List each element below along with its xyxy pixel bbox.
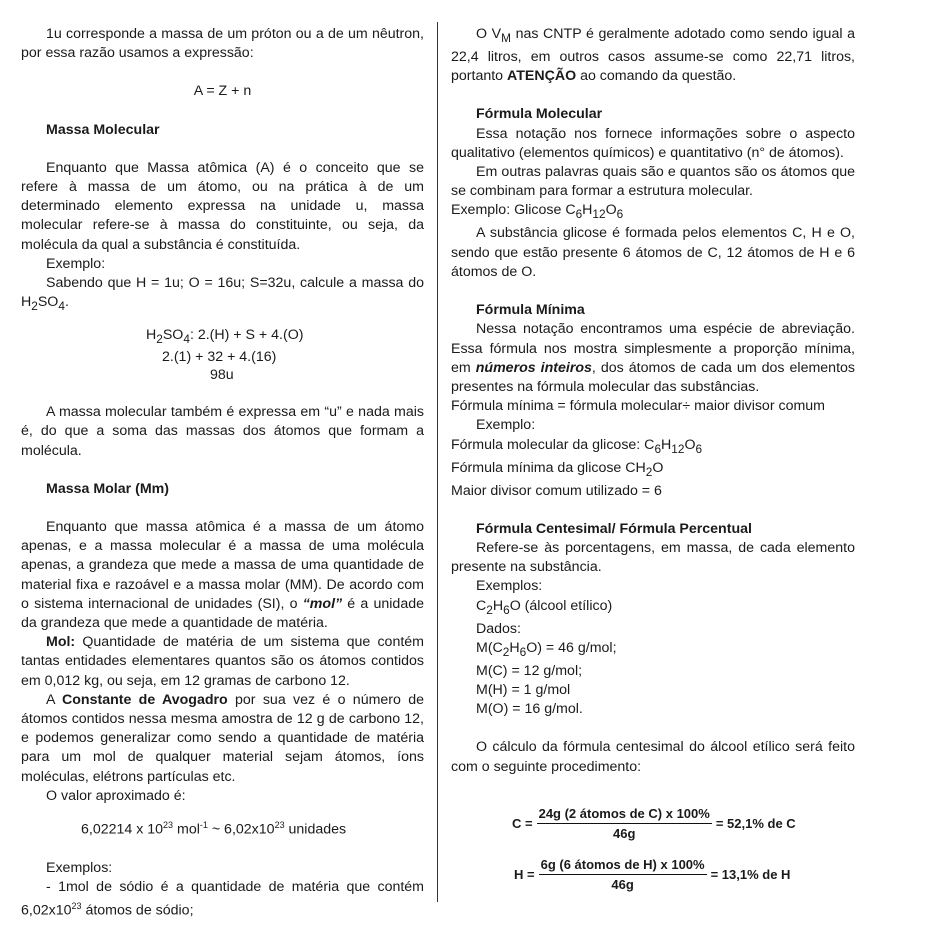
right-column: [451, 25, 855, 777]
paragraph-massa-molecular: Enquanto que Massa atômica (A) é o conceito que se refere à massa de um átomo, ou na prática à de um determinado elemento expressa na unidade u, massa molecular refere-se à massa do constituinte, ou seja, da molécula da qual a substância é constituída.: [21, 159, 424, 253]
maior-divisor-comum: Maior divisor comum utilizado = 6: [451, 482, 662, 499]
paragraph-formula-molecular-2: Em outras palavras quais são e quantos são os átomos que se combinam para formar a estrutura molecular.: [451, 164, 855, 200]
column-divider: [437, 22, 438, 902]
label-exemplos: Exemplos:: [46, 859, 113, 876]
label-dados: Dados:: [476, 620, 521, 637]
mass-number-expression: A = Z + n: [193, 83, 252, 100]
molar-mass-o: M(O) = 16 g/mol.: [476, 701, 583, 718]
etanol-formula: $C_2H_6O$ (álcool etílico): [476, 597, 613, 617]
paragraph-formula-minima: Nessa notação encontramos uma espécie de abreviação. Essa fórmula nos mostra simplesmente a proporção mínima, em números inteiros, dos átomos de cada um dos elementos presentes na fórmula molecular das substâncias.: [451, 321, 855, 395]
heading-massa-molecular: Massa Molecular: [46, 121, 160, 138]
formula-c-denominator: 46g: [613, 826, 636, 841]
formula-c-fraction: [537, 806, 712, 841]
paragraph-calculo-centesimal: O cálculo da fórmula centesimal do álcool etílico será feito com o seguinte procedimento:: [451, 739, 855, 775]
heading-formula-minima: Fórmula Mínima: [476, 302, 585, 319]
formula-c-result: = 52,1% de C: [715, 816, 796, 831]
label-exemplos-right: Exemplos:: [476, 578, 543, 595]
molar-mass-h: M(H) = 1 g/mol: [476, 682, 571, 699]
formula-h-numerator: 6g (6 átomos de H) x 100%: [539, 857, 707, 875]
paragraph-massa-molecular-u: A massa molecular também é expressa em “u” e nada mais é, do que a soma das massas dos átomos que formam a molécula.: [21, 404, 424, 459]
formula-h-lhs: H =: [514, 867, 535, 882]
calc-line-1: $H_2SO_4$: 2.(H) + S + 4.(O): [146, 327, 304, 347]
heading-massa-molar: Massa Molar (Mm): [46, 480, 169, 497]
formula-c-numerator: 24g (2 átomos de C) x 100%: [537, 806, 712, 824]
molar-mass-etanol: $M(C_2H_6O) = 46$ g/mol;: [476, 639, 617, 659]
formula-c-lhs: C =: [512, 816, 533, 831]
example-glicose: Exemplo: Glicose $C_6H_{12}O_6$: [451, 202, 624, 222]
calc-line-3: 98u: [210, 367, 234, 384]
heading-formula-centesimal: Fórmula Centesimal/ Fórmula Percentual: [476, 520, 752, 537]
paragraph-mol-sodio: - 1mol de sódio é a quantidade de matéria que contém $6,02x10^{23}$ átomos de sódio;: [21, 879, 424, 920]
paragraph-unit: 1u corresponde a massa de um próton ou a de um nêutron, por essa razão usamos a expressão:: [21, 26, 424, 62]
label-exemplo: Exemplo:: [46, 255, 106, 272]
paragraph-volume-molar: O $V_M$ nas CNTP é geralmente adotado como sendo igual a 22,4 litros, em outros casos assume-se como 22,71 litros, portanto ATENÇÃO ao comando da questão.: [451, 26, 855, 85]
formula-h-denominator: 46g: [611, 877, 634, 892]
paragraph-massa-molar: Enquanto que massa atômica é a massa de um átomo apenas, e a massa molecular é a massa de uma molécula apenas, a grandeza que mede a massa de uma quantidade de material fixa e razoável e a massa molar (MM). De acordo com o sistema internacional de unidades (SI), o “mol” é a unidade da grandeza que mede a quantidade de matéria.: [21, 518, 424, 631]
paragraph-formula-molecular: Essa notação nos fornece informações sobre o aspecto qualitativo (elementos químicos) e quantitativo (n° de átomos).: [451, 125, 855, 161]
formula-hydrogen-percentage: [514, 857, 790, 892]
paragraph-glicose: A substância glicose é formada pelos elementos C, H e O, sendo que estão presente 6 átomos de C, 12 átomos de H e 6 átomos de O.: [451, 225, 855, 280]
molar-mass-c: M(C) = 12 g/mol;: [476, 662, 583, 679]
label-valor-aproximado: O valor aproximado é:: [46, 787, 186, 804]
paragraph-exemplo-calc: Sabendo que H = 1u; O = 16u; S=32u, calcule a massa do $H_2SO_4$.: [21, 275, 424, 314]
left-column: [21, 25, 424, 921]
paragraph-formula-centesimal: Refere-se às porcentagens, em massa, de cada elemento presente na substância.: [451, 539, 855, 576]
label-exemplo-right: Exemplo:: [476, 417, 536, 434]
formula-minima-rule: Fórmula mínima = fórmula molecular÷ maior divisor comum: [451, 398, 826, 415]
formula-h-result: = 13,1% de H: [710, 867, 791, 882]
formula-h-fraction: [539, 857, 707, 892]
formula-carbon-percentage: [512, 806, 796, 841]
calc-line-2: 2.(1) + 32 + 4.(16): [162, 349, 277, 366]
paragraph-avogadro: A Constante de Avogadro por sua vez é o número de átomos contidos nessa mesma amostra de 12 g de carbono 12, e podemos generalizar como sendo a quantidade de matéria para um mol de qualquer material sejam átomos, íons moléculas, elétrons partículas etc.: [21, 691, 425, 785]
avogadro-value: 6,02214 x $10^{23}$ mol$^{-1}$ ~ $6,02x10^{23}$ unidades: [81, 819, 347, 838]
heading-formula-molecular: Fórmula Molecular: [476, 106, 603, 123]
formula-minima-glicose: Fórmula mínima da glicose $CH_2O$: [451, 459, 664, 479]
paragraph-mol-definition: Mol: Quantidade de matéria de um sistema que contém tantas entidades elementares quantos são os átomos contidos em 0,012 kg, ou seja, em 12 gramas de carbono 12.: [21, 634, 424, 689]
formula-molecular-glicose: Fórmula molecular da glicose: $C_6H_{12}O_6$: [451, 436, 703, 456]
molecular-mass-calculation: [21, 326, 424, 384]
